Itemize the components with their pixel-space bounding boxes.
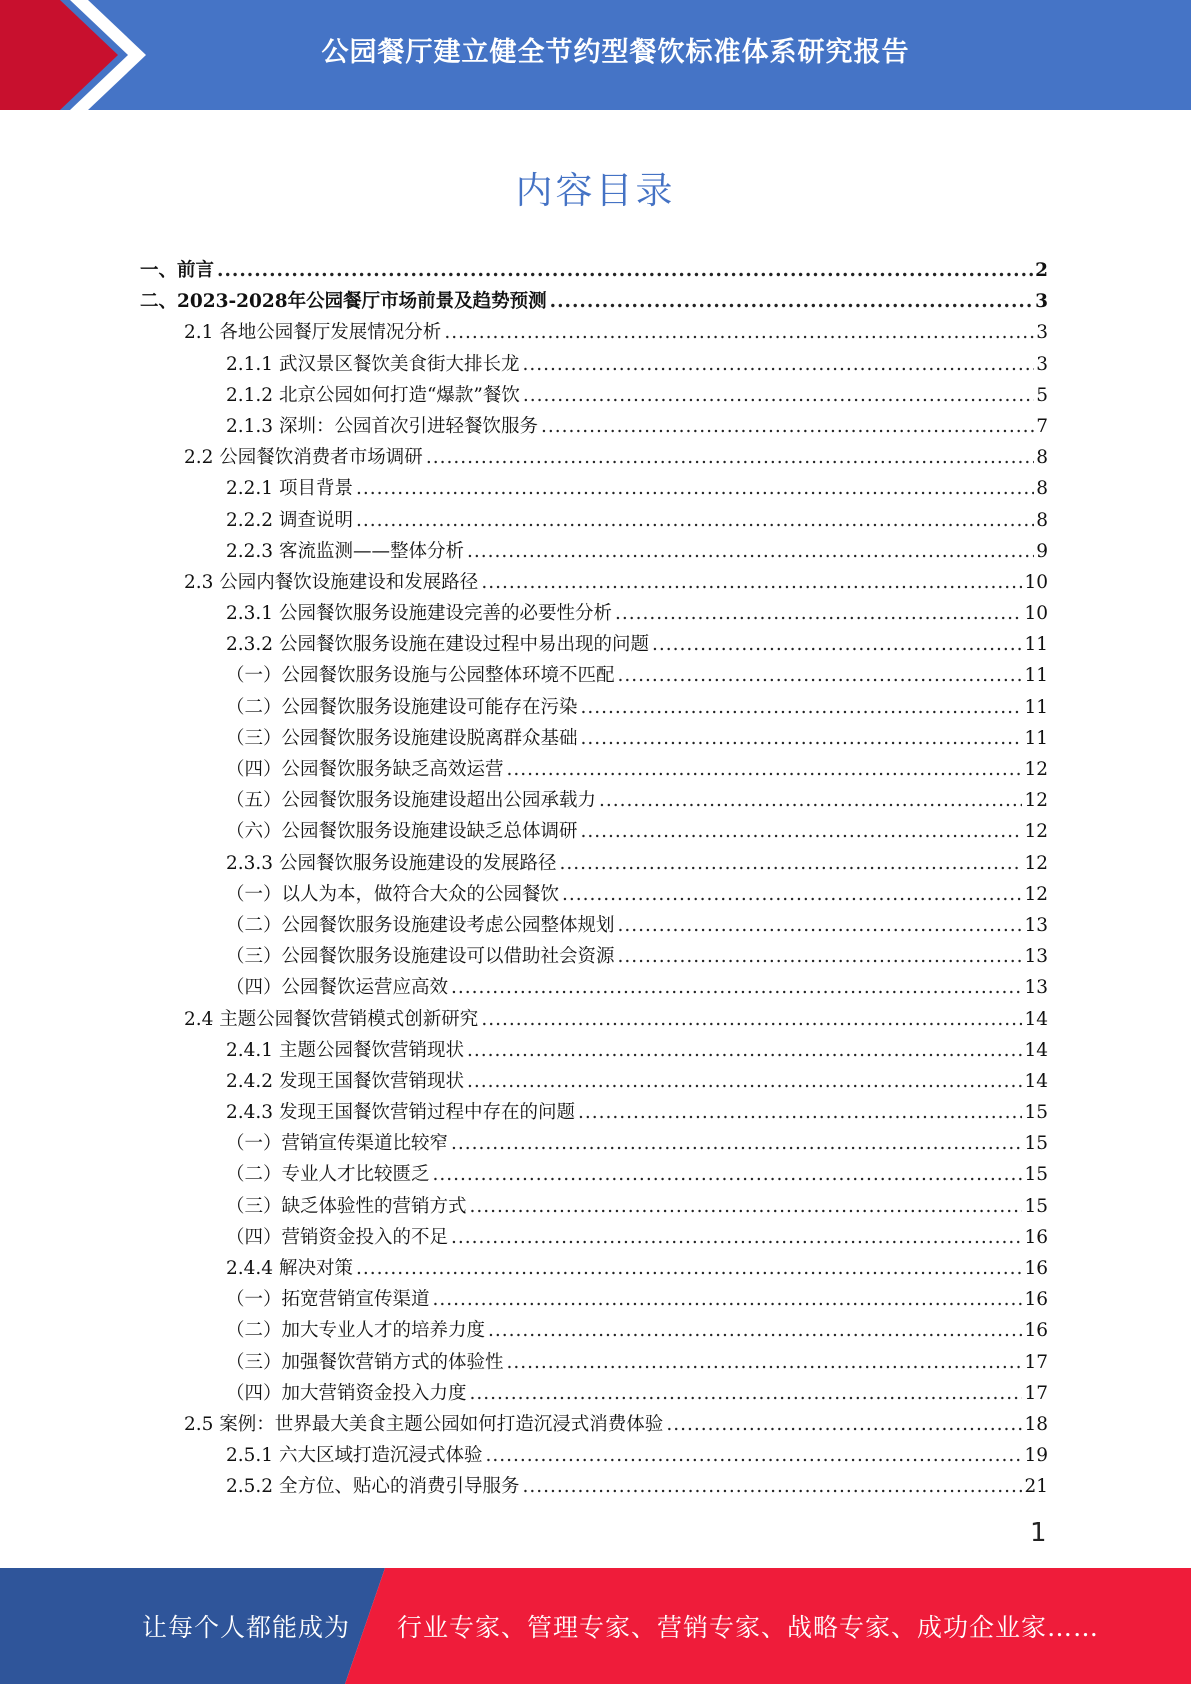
- toc-dot-leader: [507, 754, 1023, 785]
- toc-entry[interactable]: [140, 1097, 1048, 1128]
- toc-entry-label: 2.1 各地公园餐厅发展情况分析: [184, 322, 442, 344]
- toc-entry-label: （一）营销宣传渠道比较窄: [226, 1133, 449, 1155]
- toc-entry-label: 2.2 公园餐饮消费者市场调研: [184, 447, 423, 469]
- toc-entry-label: 2.3.2 公园餐饮服务设施在建设过程中易出现的问题: [226, 634, 649, 656]
- toc-entry-label: （三）公园餐饮服务设施建设脱离群众基础: [226, 727, 578, 749]
- toc-entry-label: （一）公园餐饮服务设施与公园整体环境不匹配: [226, 665, 615, 687]
- toc-entry-label: （三）加强餐饮营销方式的体验性: [226, 1351, 504, 1373]
- toc-entry[interactable]: [140, 1253, 1048, 1284]
- toc-dot-leader: [451, 1128, 1022, 1159]
- toc-entry[interactable]: [140, 317, 1048, 348]
- toc-dot-leader: [559, 848, 1022, 879]
- toc-dot-leader: [541, 411, 1034, 442]
- toc-dot-leader: [467, 1035, 1022, 1066]
- toc-entry-page: 12: [1024, 759, 1048, 780]
- toc-entry[interactable]: [140, 380, 1048, 411]
- toc-entry[interactable]: [140, 692, 1048, 723]
- toc-entry[interactable]: [140, 879, 1048, 910]
- toc-dot-leader: [599, 785, 1022, 816]
- toc-entry-page: 15: [1024, 1164, 1048, 1186]
- page-number: 1: [1030, 1518, 1047, 1548]
- toc-dot-leader: [481, 1004, 1022, 1035]
- toc-dot-leader: [470, 1191, 1023, 1222]
- toc-entry[interactable]: [140, 598, 1048, 629]
- toc-dot-leader: [444, 317, 1034, 348]
- toc-dot-leader: [522, 349, 1034, 380]
- toc-dot-leader: [615, 598, 1022, 629]
- toc-entry-label: 2.1.1 武汉景区餐饮美食街大排长龙: [226, 353, 520, 375]
- toc-entry-label: （五）公园餐饮服务设施建设超出公园承载力: [226, 790, 597, 812]
- toc-dot-leader: [618, 660, 1023, 691]
- toc-entry[interactable]: [140, 1315, 1048, 1346]
- toc-entry-label: 2.4.2 发现王国餐饮营销现状: [226, 1070, 464, 1092]
- toc-entry-page: 14: [1024, 1039, 1048, 1061]
- header-title: 公园餐厅建立健全节约型餐饮标准体系研究报告: [321, 36, 910, 68]
- toc-entry-page: 3: [1036, 322, 1048, 344]
- toc-entry-page: 8: [1036, 447, 1048, 469]
- toc-entry-page: 9: [1036, 540, 1048, 562]
- toc-entry-label: （二）公园餐饮服务设施建设考虑公园整体规划: [226, 914, 615, 936]
- toc-entry-label: 2.3.1 公园餐饮服务设施建设完善的必要性分析: [226, 603, 612, 625]
- toc-dot-leader: [523, 380, 1034, 411]
- toc-entry-label: 2.3.3 公园餐饮服务设施建设的发展路径: [226, 852, 557, 874]
- toc-entry[interactable]: [140, 1347, 1048, 1378]
- toc-dot-leader: [562, 879, 1022, 910]
- toc-entry[interactable]: [140, 1004, 1048, 1035]
- toc-entry[interactable]: [140, 1159, 1048, 1190]
- toc-dot-leader: [433, 1284, 1023, 1315]
- toc-entry[interactable]: [140, 505, 1048, 536]
- page-footer: [0, 1568, 1191, 1684]
- toc-entry-page: 17: [1024, 1351, 1048, 1373]
- toc-entry-label: 2.4.4 解决对策: [226, 1258, 353, 1279]
- toc-entry[interactable]: [140, 785, 1048, 816]
- toc-dot-leader: [578, 1097, 1022, 1128]
- toc-entry[interactable]: [140, 349, 1048, 380]
- toc-entry[interactable]: [140, 1128, 1048, 1159]
- toc-entry-label: （四）公园餐饮运营应高效: [226, 977, 449, 999]
- toc-dot-leader: [618, 910, 1023, 941]
- toc-entry[interactable]: [140, 1409, 1048, 1440]
- footer-slogan-left: 让每个人都能成为: [142, 1613, 351, 1642]
- toc-entry-page: 14: [1024, 1070, 1048, 1092]
- toc-entry-page: 19: [1024, 1445, 1048, 1467]
- toc-dot-leader: [481, 567, 1022, 598]
- toc-heading: 内容目录: [515, 169, 676, 212]
- toc-entry[interactable]: [140, 754, 1048, 785]
- toc-entry-page: 11: [1024, 696, 1048, 718]
- toc-entry-label: （一）以人为本，做符合大众的公园餐饮: [226, 883, 560, 905]
- toc-entry-label: 2.4.3 发现王国餐饮营销过程中存在的问题: [226, 1102, 575, 1124]
- toc-entry[interactable]: [140, 1035, 1048, 1066]
- toc-entry[interactable]: [140, 1191, 1048, 1222]
- toc-entry-label: 2.2.3 客流监测——整体分析: [226, 540, 464, 562]
- toc-entry-label: 2.5 案例：世界最大美食主题公园如何打造沉浸式消费体验: [184, 1413, 664, 1435]
- toc-entry-label: （四）营销资金投入的不足: [226, 1226, 449, 1248]
- toc-dot-leader: [470, 1378, 1023, 1409]
- toc-dot-leader: [426, 442, 1034, 473]
- toc-entry[interactable]: [140, 411, 1048, 442]
- toc-entry[interactable]: [140, 848, 1048, 879]
- toc-entry-label: （二）专业人才比较匮乏: [226, 1164, 430, 1186]
- toc-entry-page: 12: [1024, 883, 1048, 905]
- toc-entry-page: 15: [1024, 1102, 1048, 1124]
- toc-entry[interactable]: [140, 1222, 1048, 1253]
- toc-dot-leader: [356, 473, 1034, 504]
- toc-entry[interactable]: [140, 660, 1048, 691]
- toc-entry[interactable]: [140, 1378, 1048, 1409]
- toc-entry-page: 18: [1024, 1413, 1048, 1435]
- toc-dot-leader: [666, 1409, 1022, 1440]
- toc-entry-page: 10: [1024, 571, 1048, 593]
- toc-entry[interactable]: [140, 286, 1048, 317]
- toc-entry[interactable]: [140, 816, 1048, 847]
- toc-entry-page: 8: [1036, 478, 1048, 500]
- toc-dot-leader: [550, 286, 1033, 317]
- toc-dot-leader: [581, 723, 1023, 754]
- toc-dot-leader: [356, 505, 1034, 536]
- toc-entry[interactable]: [140, 910, 1048, 941]
- toc-entry[interactable]: [140, 536, 1048, 567]
- toc-entry-page: 7: [1036, 415, 1048, 437]
- toc-entry-label: 2.2.2 调查说明: [226, 509, 353, 531]
- toc-entry-label: （六）公园餐饮服务设施建设缺乏总体调研: [226, 821, 578, 843]
- toc-entry-page: 21: [1024, 1476, 1048, 1498]
- toc-dot-leader: [356, 1253, 1023, 1284]
- toc-dot-leader: [522, 1471, 1022, 1502]
- toc-entry-page: 15: [1024, 1195, 1048, 1217]
- toc-entry-page: 11: [1024, 727, 1048, 749]
- toc-entry-page: 13: [1024, 946, 1048, 968]
- toc-entry-page: 10: [1024, 603, 1048, 625]
- toc-entry-page: 13: [1024, 977, 1048, 999]
- toc-entry-page: 16: [1024, 1258, 1048, 1279]
- toc-entry-page: 12: [1024, 852, 1048, 874]
- toc-entry-page: 11: [1024, 665, 1048, 687]
- toc-dot-leader: [507, 1347, 1023, 1378]
- toc-entry[interactable]: [140, 972, 1048, 1003]
- toc-dot-leader: [433, 1159, 1023, 1190]
- table-of-contents: [140, 255, 1048, 1503]
- toc-entry-label: 2.1.3 深圳：公园首次引进轻餐饮服务: [226, 415, 538, 437]
- toc-entry-page: 15: [1024, 1133, 1048, 1155]
- toc-entry-page: 3: [1036, 353, 1048, 375]
- toc-entry-label: 2.2.1 项目背景: [226, 478, 353, 500]
- toc-entry[interactable]: [140, 941, 1048, 972]
- toc-entry-label: （三）缺乏体验性的营销方式: [226, 1195, 467, 1217]
- toc-entry[interactable]: [140, 1440, 1048, 1471]
- toc-entry-page: 2: [1035, 260, 1048, 281]
- toc-entry-label: 2.4 主题公园餐饮营销模式创新研究: [184, 1008, 479, 1030]
- toc-dot-leader: [467, 536, 1034, 567]
- toc-entry-page: 12: [1024, 790, 1048, 812]
- toc-entry-page: 11: [1024, 634, 1048, 656]
- toc-entry-page: 8: [1036, 509, 1048, 531]
- toc-entry-page: 16: [1024, 1289, 1048, 1311]
- toc-entry-page: 12: [1024, 821, 1048, 843]
- toc-entry-label: 2.3 公园内餐饮设施建设和发展路径: [184, 571, 479, 593]
- toc-entry-label: 一、前言: [140, 260, 215, 281]
- toc-entry-page: 16: [1024, 1226, 1048, 1248]
- toc-entry-page: 16: [1024, 1320, 1048, 1342]
- toc-entry-page: 5: [1036, 384, 1048, 406]
- toc-dot-leader: [467, 1066, 1022, 1097]
- page-header: [0, 0, 1191, 110]
- toc-entry-label: 2.5.1 六大区域打造沉浸式体验: [226, 1445, 483, 1467]
- toc-entry-label: （四）加大营销资金投入力度: [226, 1382, 467, 1404]
- toc-dot-leader: [618, 941, 1023, 972]
- toc-entry-label: （三）公园餐饮服务设施建设可以借助社会资源: [226, 946, 615, 968]
- toc-entry-label: 2.5.2 全方位、贴心的消费引导服务: [226, 1476, 520, 1498]
- toc-entry[interactable]: [140, 1284, 1048, 1315]
- toc-entry-page: 3: [1035, 291, 1048, 313]
- toc-entry[interactable]: [140, 1471, 1048, 1502]
- toc-entry-label: 2.1.2 北京公园如何打造“爆款”餐饮: [226, 384, 520, 406]
- toc-entry[interactable]: [140, 629, 1048, 660]
- toc-entry-label: （四）公园餐饮服务缺乏高效运营: [226, 759, 504, 780]
- toc-entry[interactable]: [140, 1066, 1048, 1097]
- toc-dot-leader: [581, 816, 1023, 847]
- toc-dot-leader: [581, 692, 1023, 723]
- toc-entry[interactable]: [140, 473, 1048, 504]
- toc-entry-page: 17: [1024, 1382, 1048, 1404]
- footer-slogan-right: 行业专家、管理专家、营销专家、战略专家、成功企业家……: [397, 1613, 1100, 1642]
- toc-dot-leader: [217, 255, 1033, 286]
- toc-entry-label: （二）公园餐饮服务设施建设可能存在污染: [226, 696, 578, 718]
- toc-entry[interactable]: [140, 723, 1048, 754]
- toc-entry-page: 14: [1024, 1008, 1048, 1030]
- toc-entry[interactable]: [140, 442, 1048, 473]
- toc-entry-page: 13: [1024, 914, 1048, 936]
- toc-entry-label: （一）拓宽营销宣传渠道: [226, 1289, 430, 1311]
- toc-dot-leader: [485, 1440, 1022, 1471]
- toc-entry-label: 2.4.1 主题公园餐饮营销现状: [226, 1039, 464, 1061]
- toc-dot-leader: [451, 1222, 1022, 1253]
- toc-dot-leader: [652, 629, 1022, 660]
- toc-entry[interactable]: [140, 567, 1048, 598]
- toc-dot-leader: [488, 1315, 1022, 1346]
- toc-entry-label: 二、2023-2028年公园餐厅市场前景及趋势预测: [140, 291, 547, 313]
- toc-dot-leader: [451, 972, 1022, 1003]
- toc-entry[interactable]: [140, 255, 1048, 286]
- toc-entry-label: （二）加大专业人才的培养力度: [226, 1320, 486, 1342]
